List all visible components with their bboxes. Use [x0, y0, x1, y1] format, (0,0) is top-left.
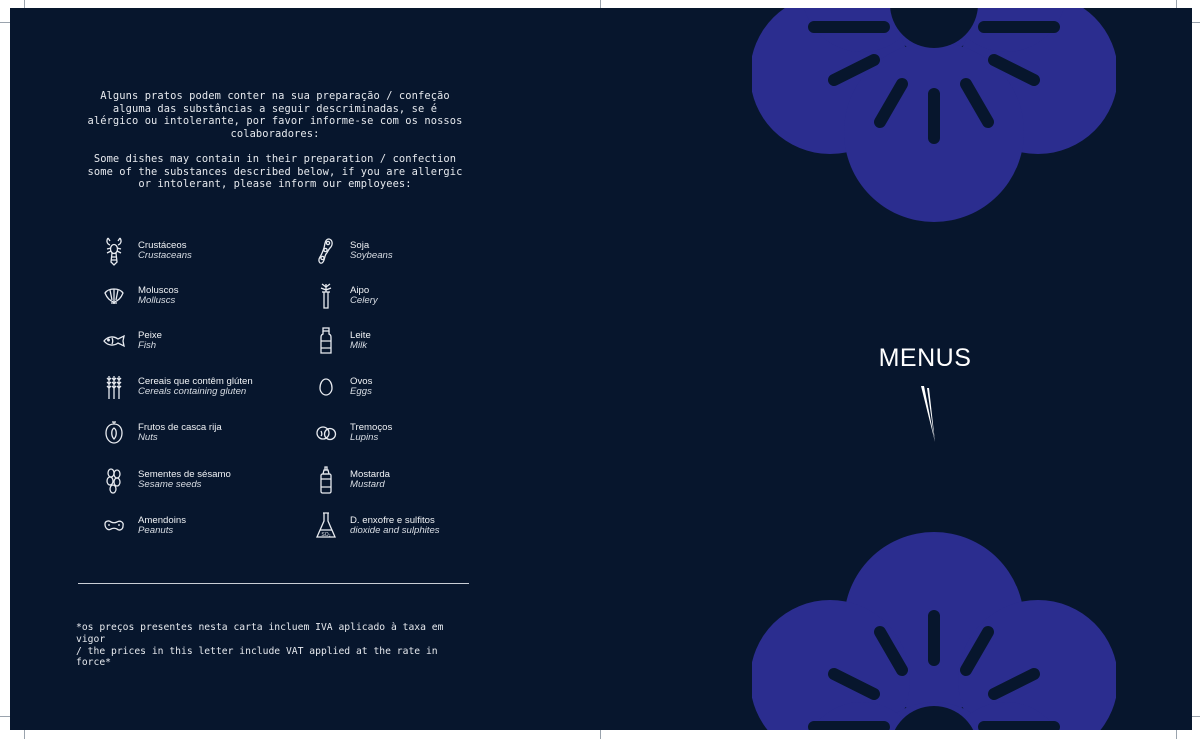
sesame-icon — [100, 464, 128, 496]
allergen-name-en: Milk — [350, 340, 368, 351]
lobster-icon — [100, 235, 128, 267]
allergen-name-pt: Ovos — [350, 375, 373, 387]
flask-label: SO₂ — [321, 532, 331, 538]
mustard-bottle-icon — [312, 464, 340, 496]
allergen-name-pt: Aipo — [350, 284, 370, 296]
wheat-icon — [100, 371, 128, 403]
allergen-notice — [85, 90, 465, 203]
allergen-celery — [312, 279, 378, 313]
allergen-name-pt: Amendoins — [138, 514, 186, 526]
divider-line — [78, 583, 469, 584]
allergen-name-en: Fish — [138, 340, 157, 351]
allergen-name-pt: Soja — [350, 239, 370, 251]
allergen-gluten — [100, 370, 253, 404]
flower-decoration-bottom — [752, 532, 1116, 730]
celery-icon — [312, 280, 340, 312]
egg-icon — [312, 371, 340, 403]
nut-icon — [100, 417, 128, 449]
allergen-eggs — [312, 370, 372, 404]
allergen-crustaceans — [100, 234, 192, 268]
prices-note — [76, 622, 476, 669]
allergen-name-en: dioxide and sulphites — [350, 525, 440, 536]
allergen-name-en: Nuts — [138, 432, 158, 443]
allergen-name-pt: Frutos de casca rija — [138, 421, 222, 433]
allergen-lupins — [312, 416, 392, 450]
allergen-sulphites — [312, 509, 440, 543]
allergen-name-en: Lupins — [350, 432, 379, 443]
flask-icon — [312, 510, 340, 542]
allergen-name-pt: D. enxofre e sulfitos — [350, 514, 435, 526]
allergen-notice-en: Some dishes may contain in their preparation / confection some of the substances described below, if you are allergic or intolerant, please inform our employees: — [87, 152, 463, 191]
allergen-name-en: Crustaceans — [138, 250, 192, 261]
allergen-molluscs — [100, 279, 179, 313]
allergen-mustard — [312, 463, 390, 497]
allergen-name-pt: Peixe — [138, 329, 162, 341]
allergen-name-pt: Cereais que contêm glúten — [138, 375, 253, 387]
allergen-name-en: Molluscs — [138, 295, 176, 306]
menu-spread — [10, 8, 1192, 730]
soybean-icon — [312, 235, 340, 267]
allergen-name-en: Sesame seeds — [138, 479, 202, 490]
allergen-name-pt: Crustáceos — [138, 239, 187, 251]
flower-decoration-top — [752, 8, 1116, 222]
allergen-name-pt: Tremoços — [350, 421, 393, 433]
allergen-name-en: Soybeans — [350, 250, 393, 261]
allergen-name-en: Peanuts — [138, 525, 174, 536]
allergen-name-pt: Leite — [350, 329, 371, 341]
menus-title: MENUS — [878, 344, 972, 372]
allergen-sesame — [100, 463, 231, 497]
peanut-icon — [100, 510, 128, 542]
allergen-name-en: Eggs — [350, 386, 372, 397]
allergen-name-pt: Sementes de sésamo — [138, 468, 231, 480]
allergen-name-en: Mustard — [350, 479, 385, 490]
allergen-milk — [312, 324, 371, 358]
lupin-icon — [312, 417, 340, 449]
allergen-fish — [100, 324, 162, 358]
fish-icon — [100, 325, 128, 357]
chopsticks-icon — [915, 384, 945, 446]
prices-note-pt: *os preços presentes nesta carta incluem IVA aplicado à taxa em vigor — [76, 622, 444, 645]
allergen-name-en: Celery — [350, 295, 378, 306]
allergen-name-pt: Moluscos — [138, 284, 179, 296]
allergen-name-en: Cereals containing gluten — [138, 386, 247, 397]
allergen-notice-pt: Alguns pratos podem conter na sua preparação / confeção alguma das substâncias a seguir descriminadas, se é alérgico ou intolerante, por favor informe-se com os nossos colaboradores: — [87, 90, 463, 140]
prices-note-en: / the prices in this letter include VAT applied at the rate in force* — [76, 645, 438, 669]
allergen-soybeans — [312, 234, 393, 268]
allergen-peanuts — [100, 509, 186, 543]
milk-bottle-icon — [312, 325, 340, 357]
shell-icon — [100, 280, 128, 312]
allergen-nuts — [100, 416, 222, 450]
allergen-name-pt: Mostarda — [350, 468, 390, 480]
